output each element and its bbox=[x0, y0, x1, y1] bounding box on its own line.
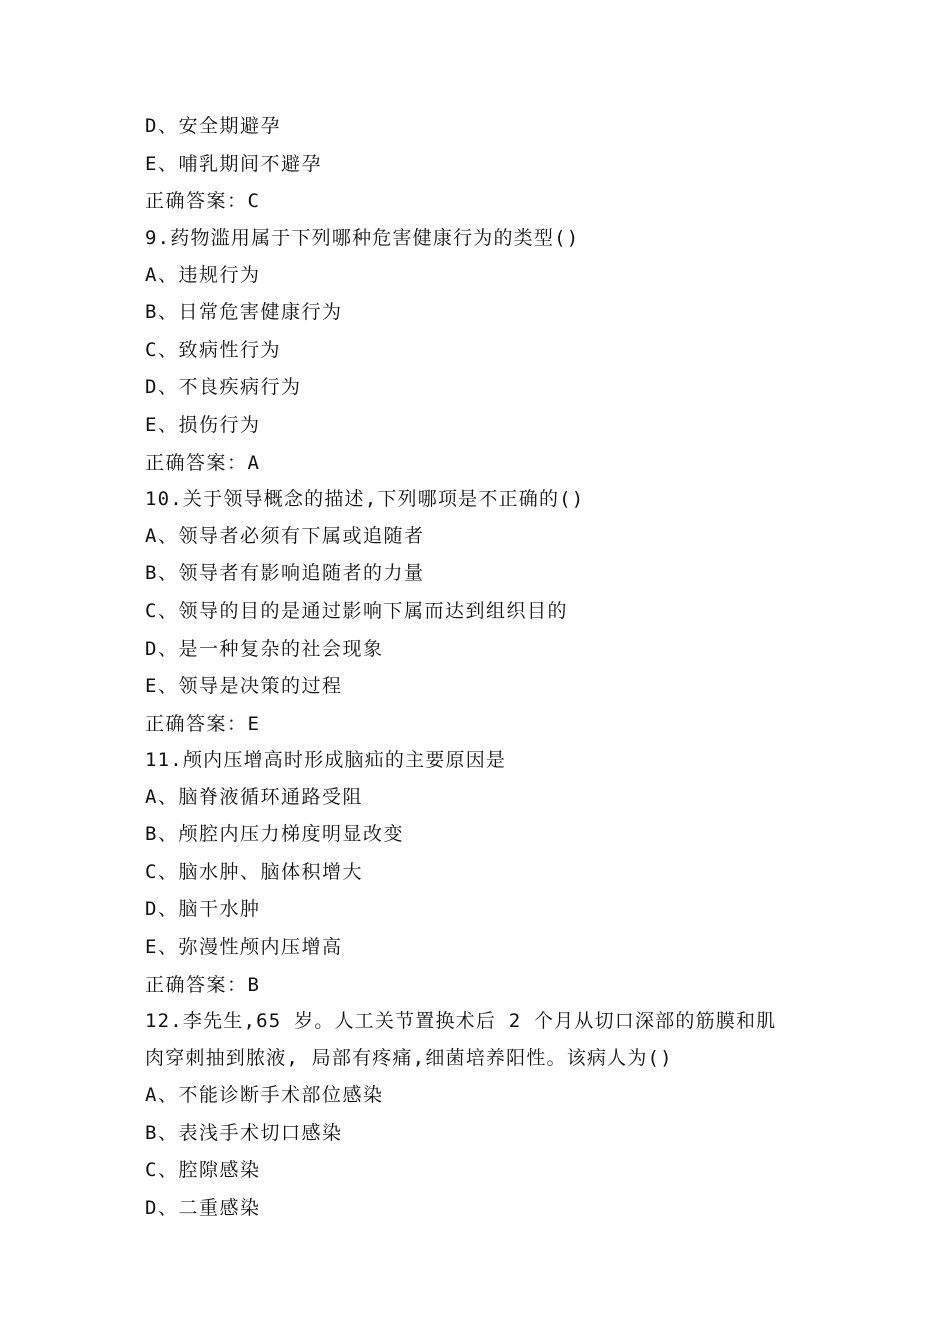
option-b: B、领导者有影响追随者的力量 bbox=[145, 562, 425, 584]
option-e: E、弥漫性颅内压增高 bbox=[145, 936, 343, 958]
question-12: 12.李先生,65 岁。人工关节置换术后 2 个月从切口深部的筋膜和肌 bbox=[145, 1010, 777, 1032]
question-9: 9.药物滥用属于下列哪种危害健康行为的类型() bbox=[145, 227, 580, 249]
option-c: C、脑水肿、脑体积增大 bbox=[145, 861, 363, 883]
correct-answer: 正确答案：C bbox=[145, 190, 261, 212]
correct-answer: 正确答案：A bbox=[145, 452, 261, 474]
question-10: 10.关于领导概念的描述,下列哪项是不正确的() bbox=[145, 488, 585, 510]
option-a: A、违规行为 bbox=[145, 264, 261, 286]
correct-answer: 正确答案：B bbox=[145, 974, 261, 996]
option-b: B、颅腔内压力梯度明显改变 bbox=[145, 823, 404, 845]
option-d: D、二重感染 bbox=[145, 1197, 261, 1219]
option-e: E、领导是决策的过程 bbox=[145, 675, 343, 697]
option-a: A、领导者必须有下属或追随者 bbox=[145, 525, 425, 547]
option-d: D、脑干水肿 bbox=[145, 898, 261, 920]
option-c: C、领导的目的是通过影响下属而达到组织目的 bbox=[145, 600, 568, 622]
correct-answer: 正确答案：E bbox=[145, 713, 261, 735]
option-d: D、安全期避孕 bbox=[145, 115, 281, 137]
option-c: C、腔隙感染 bbox=[145, 1159, 261, 1181]
option-d: D、是一种复杂的社会现象 bbox=[145, 638, 384, 660]
option-a: A、脑脊液循环通路受阻 bbox=[145, 786, 363, 808]
option-a: A、不能诊断手术部位感染 bbox=[145, 1084, 384, 1106]
option-e: E、哺乳期间不避孕 bbox=[145, 153, 322, 175]
question-11: 11.颅内压增高时形成脑疝的主要原因是 bbox=[145, 749, 507, 771]
option-c: C、致病性行为 bbox=[145, 339, 281, 361]
question-12-continued: 肉穿刺抽到脓液, 局部有疼痛,细菌培养阳性。该病人为() bbox=[145, 1047, 673, 1069]
option-e: E、损伤行为 bbox=[145, 414, 261, 436]
option-b: B、表浅手术切口感染 bbox=[145, 1122, 343, 1144]
option-b: B、日常危害健康行为 bbox=[145, 301, 343, 323]
option-d: D、不良疾病行为 bbox=[145, 376, 302, 398]
